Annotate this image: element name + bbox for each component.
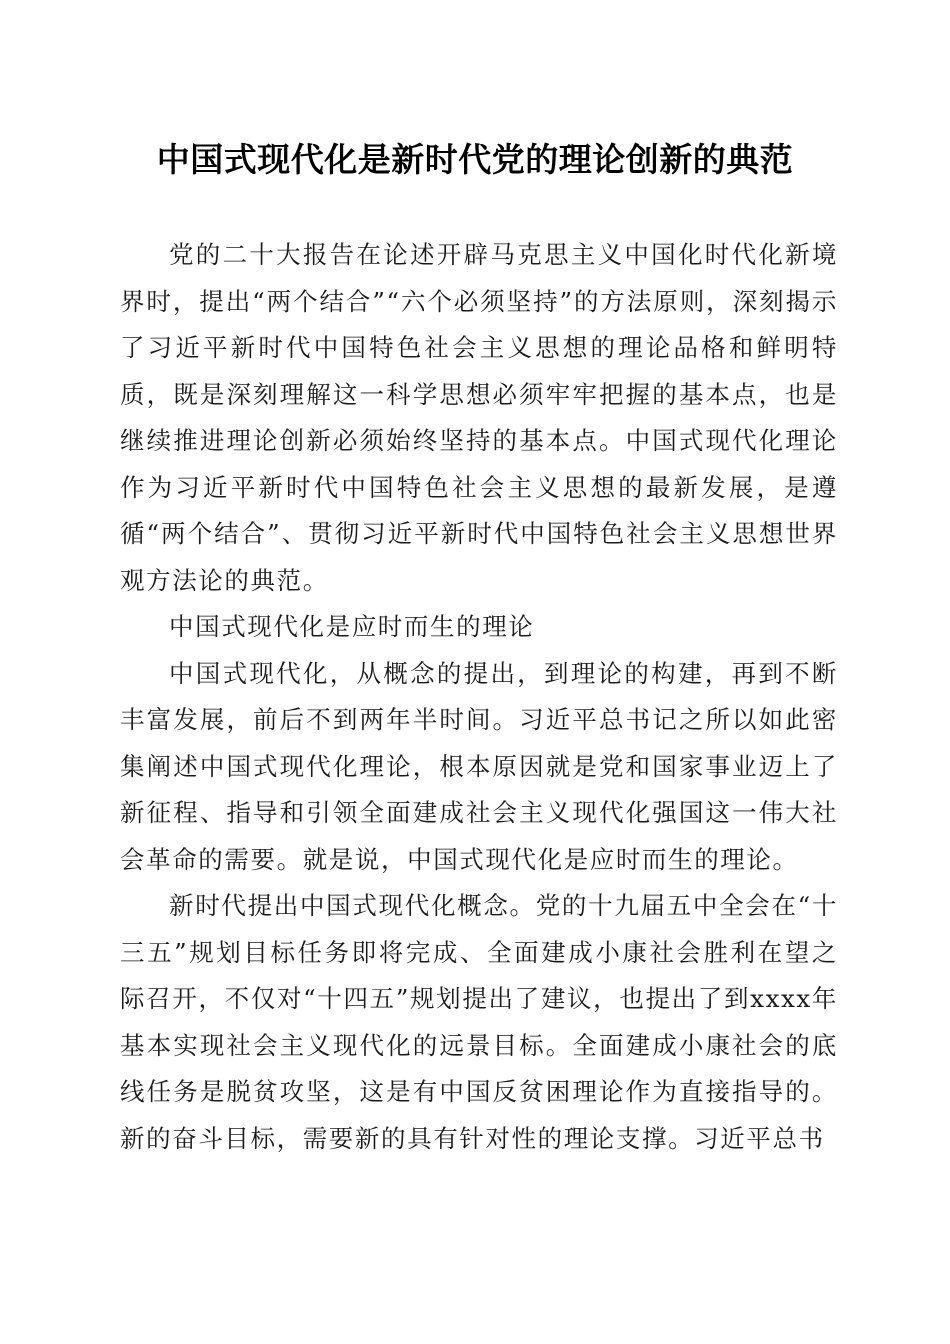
paragraph-intro: 党的二十大报告在论述开辟马克思主义中国化时代化新境界时，提出“两个结合”“六个必须坚持”的方法原则，深刻揭示了习近平新时代中国特色社会主义思想的理论品格和鲜明特质，既是深刻理解这一科学思想必须牢牢把握的基本点，也是继续推进理论创新必须始终坚持的基本点。中国式现代化理论作为习近平新时代中国特色社会主义思想的最新发展，是遵循“两个结合”、贯彻习近平新时代中国特色社会主义思想世界观方法论的典范。 — [120, 240, 838, 595]
section-heading: 中国式现代化是应时而生的理论 — [169, 612, 535, 641]
paragraph-new-era: 新时代提出中国式现代化概念。党的十九届五中全会在“十三五”规划目标任务即将完成、全面建成小康社会胜利在望之际召开，不仅对“十四五”规划提出了建议，也提出了到xxxx年基本实现社会主义现代化的远景目标。全面建成小康社会的底线任务是脱贫攻坚，这是有中国反贫困理论作为直接指导的。新的奋斗目标，需要新的具有针对性的理论支撑。习近平总书 — [120, 891, 838, 1153]
paragraph-concept: 中国式现代化，从概念的提出，到理论的构建，再到不断丰富发展，前后不到两年半时间。习近平总书记之所以如此密集阐述中国式现代化理论，根本原因就是党和国家事业迈上了新征程、指导和引领全面建成社会主义现代化强国这一伟大社会革命的需要。就是说，中国式现代化是应时而生的理论。 — [120, 658, 838, 874]
document-title: 中国式现代化是新时代党的理论创新的典范 — [156, 140, 794, 179]
document-body — [120, 232, 838, 1162]
